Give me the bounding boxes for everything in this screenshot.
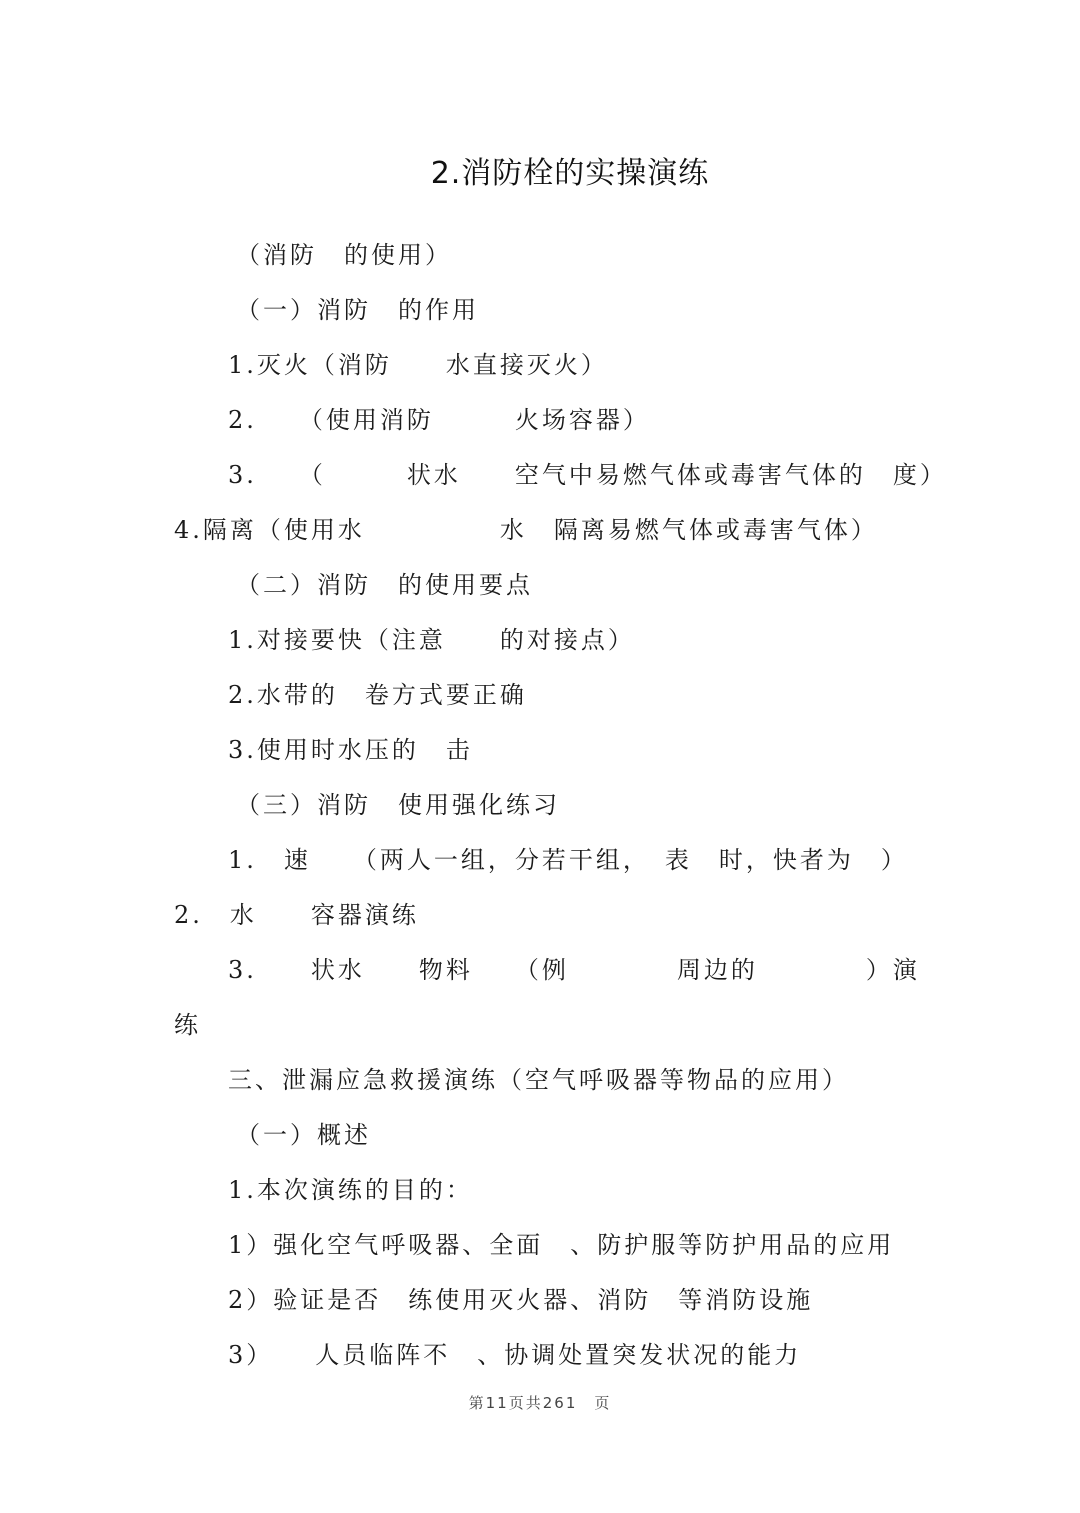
text-line: 3.使用时水压的 击: [228, 736, 473, 764]
text-line: 1.本次演练的目的：: [228, 1176, 473, 1204]
text-line: 2）验证是否 练使用灭火器、消防 等消防设施: [228, 1286, 814, 1314]
text-line: 三、泄漏应急救援演练（空气呼吸器等物品的应用）: [228, 1066, 849, 1094]
text-line: 练: [174, 1011, 201, 1039]
page-title: 2.消防栓的实操演练: [430, 156, 710, 191]
text-line: 4.隔离（使用水 水 隔离易燃气体或毒害气体）: [174, 516, 878, 544]
text-line: 2. 水 容器演练: [174, 901, 419, 929]
text-line: 2. （使用消防 火场容器）: [228, 406, 650, 434]
text-line: （一）消防 的作用: [236, 296, 479, 324]
text-line: 3） 人员临阵不 、协调处置突发状况的能力: [228, 1341, 802, 1369]
text-line: 3. （ 状水 空气中易燃气体或毒害气体的 度）: [228, 461, 947, 489]
page-footer: 第11页共261 页: [468, 1394, 612, 1412]
text-line: （一）概述: [236, 1121, 371, 1149]
text-line: （消防 的使用）: [236, 241, 452, 269]
text-line: 3. 状水 物料 （例 周边的 ）演: [228, 956, 920, 984]
text-line: 1.对接要快（注意 的对接点）: [228, 626, 635, 654]
text-line: （三）消防 使用强化练习: [236, 791, 560, 819]
text-line: 1.灭火（消防 水直接灭火）: [228, 351, 608, 379]
text-line: 1. 速 （两人一组，分若干组， 表 时，快者为 ）: [228, 846, 908, 874]
text-line: 1）强化空气呼吸器、全面 、防护服等防护用品的应用: [228, 1231, 895, 1259]
text-line: （二）消防 的使用要点: [236, 571, 533, 599]
text-line: 2.水带的 卷方式要正确: [228, 681, 527, 709]
